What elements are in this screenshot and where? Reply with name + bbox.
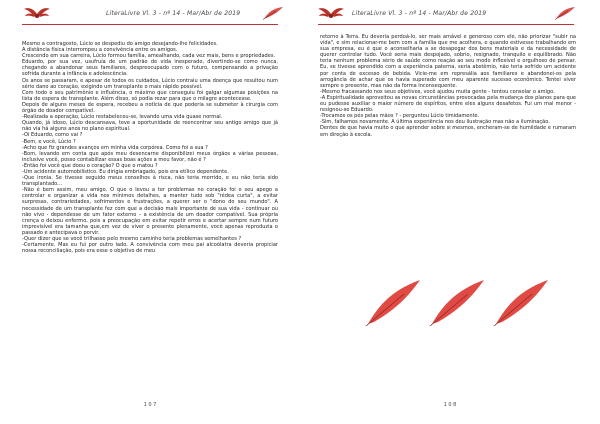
dialogue-line: -Oi Eduardo, como vai ? <box>22 132 83 139</box>
paragraph: Mesmo a contragosto, Lúcio se despediu do amigo desejando-lhe felicidades. <box>22 41 218 47</box>
dialogue-line: -Sim, falhamos novamente. A última experiência nos deu ilustração mas não a iluminação. <box>320 119 550 126</box>
paragraph: Eduardo, por sua vez, usufruía de um padrão de vida inesperado, divertindo-se como nunca, chegando a abandonar seus familiares, despreocupado com o futuro, compensando a privação sofrida durante a infância e adolescência. <box>22 59 278 78</box>
dialogue-line: -Acho que fiz grandes avanços em minha vida corpórea. Como foi a sua ? <box>22 144 208 151</box>
feather-quill-icon <box>262 6 284 20</box>
feather-quill-icon <box>554 6 576 20</box>
paragraph: Quando, já idoso, Lúcio descansava, teve a oportunidade de reencontrar seu antigo amigo que já não via há alguns anos no plano espiritual. <box>22 120 278 133</box>
paragraph: Com todo o seu patrimônio e influência, o máximo que conseguiu foi galgar algumas posições na lista de espera de transplante. Além disso, só podia rezar para que o milagre acontecesse. <box>22 89 278 102</box>
running-header: LiteraLivre Vl. 3 - nº 14 - Mar/Abr de 2019 <box>352 10 487 17</box>
left-body-text <box>22 41 278 254</box>
winged-logo-icon <box>318 6 344 22</box>
feathers-illustration <box>360 268 560 328</box>
paragraph: A distância física interrompeu a convivência entre os amigos. <box>22 47 178 54</box>
feather-quill-icon <box>494 280 548 326</box>
winged-logo-icon <box>24 6 50 22</box>
dialogue-line: -Bom, levando em conta que após meu desencarne disponibilizei meus órgãos a várias pessoas, inclusive você, posso contabilizar essas boas ações a meu favor, não é ? <box>22 150 278 163</box>
header-rule <box>318 24 574 25</box>
dialogue-line: -Quer dizer que se você trilhasse pelo mesmo caminho teria problemas semelhantes ? <box>22 236 242 242</box>
paragraph: Dentes de que havia muito o que aprender sobre si mesmos, encheram-se de humildade e rumaram em direção à escola. <box>320 125 576 138</box>
dialogue-line: -Um acidente automobilístico. Eu dirigia embriagado, pois era etílico dependente. <box>22 168 229 175</box>
dialogue-line: -Trocamos os pés pelas mãos ? - perguntou Lúcio timidamente. <box>320 113 480 120</box>
page-number: 1 0 8 <box>443 402 457 408</box>
header-rule <box>22 24 278 25</box>
right-page <box>300 0 600 424</box>
paragraph: Os anos se passaram, e apesar de todos os cuidados, Lúcio contraiu uma doença que resultou num sério dano ao coração, exigindo um transplante o mais rápido possível. <box>22 77 278 90</box>
dialogue-line: -Bem, e você, Lúcio ? <box>22 138 76 145</box>
feather-quill-icon <box>430 280 484 326</box>
paragraph: -Realizada a operação, Lúcio restabeleceu-se, levando uma vida quase normal. <box>22 114 223 121</box>
dialogue-line: -Certamente. Mas eu fui por outro lado. A convivência com meu pai alcoólatra deveria propiciar nossa reconciliação, pois era esse o objetivo de meu <box>22 242 278 255</box>
dialogue-line: -Então foi você que doou o coração? O que o matou ? <box>22 162 158 169</box>
running-header: LiteraLivre Vl. 3 - nº 14 - Mar/Abr de 2019 <box>106 10 241 17</box>
dialogue-line: -Não é bem assim, meu amigo. O que o levou a ter problemas no coração foi o seu apego a controlar e organizar a vida nos mínimos detalhes, a manter tudo sob "rédea curta", a evitar surpresas, contrariedades, sofrimentos e frustrações, a querer ser o "dono do seu mundo". A necessidade de um transplante fez com que a decisão mais importante de sua vida - continuar ou não vivo - dependesse de um fator externo – a existência de um doador compatível. Sua própria crença o deixou enfermo, pois a preocupação em evitar repetir erros e acertar sempre num futuro imprevisível era tamanha que,em vez de viver o presente plenamente, você apenas reproduzia o passado e antecipava o porvir. <box>22 187 278 236</box>
dialogue-line: -A Espiritualidade aproveitou as novas circunstâncias provocadas pela mudança dos planos para que eu pudesse auxiliar o maior número de espíritos, entre eles alguns desafetos. Fui um mal menor - resignou-se Eduardo. <box>320 94 576 114</box>
paragraph: Depois de alguns meses de espera, recebeu a notícia de que poderia se submeter à cirurgia com órgão de doador compatível. <box>22 101 278 115</box>
paragraph: retorno à Terra. Eu deveria perdoá-lo, ser mais amável e generoso com ele, não priorizar "subir na vida", e sim relacionar-me bem com a família que me acolhera, e quando estivesse trabalhando em sua empresa, eu é que o aconselharia a se desapegar dos bens materiais e da necessidade de querer controlar tudo. Você seria mais despojado, sóbrio, resignado, tranquilo e equilibrado. Não teria nenhum problema sério de saúde como reação ao seu modo inflexível e orgulhoso de pensar. Eu, se tivesse aprendido com a experiência paterna, seria abstêmio, não teria sofrido um acidente por conta de excesso de bebida. Vicie-me em represália aos familiares e abandonei-os pela arrogância de achar que os havia superado com meu aparente sucesso econômico. Tentei viver sempre o presente, mas não da forma inconsequente. <box>320 34 576 89</box>
right-body-text <box>320 34 576 138</box>
page-number: 1 0 7 <box>143 402 157 408</box>
dialogue-line: -Que ironia. Se tivesse seguido meus conselhos à risca, não teria morrido, e eu não teria sido transplantado... <box>22 175 278 188</box>
feather-quill-icon <box>366 280 420 326</box>
paragraph: Crescendo em sua carreira, Lúcio formou família, amealhando, cada vez mais, bens e propriedades. <box>22 53 276 60</box>
dialogue-line: -Mesmo fracassando nos seus objetivos, você ajudou muita gente - tentou consolar o amigo. <box>320 88 555 95</box>
